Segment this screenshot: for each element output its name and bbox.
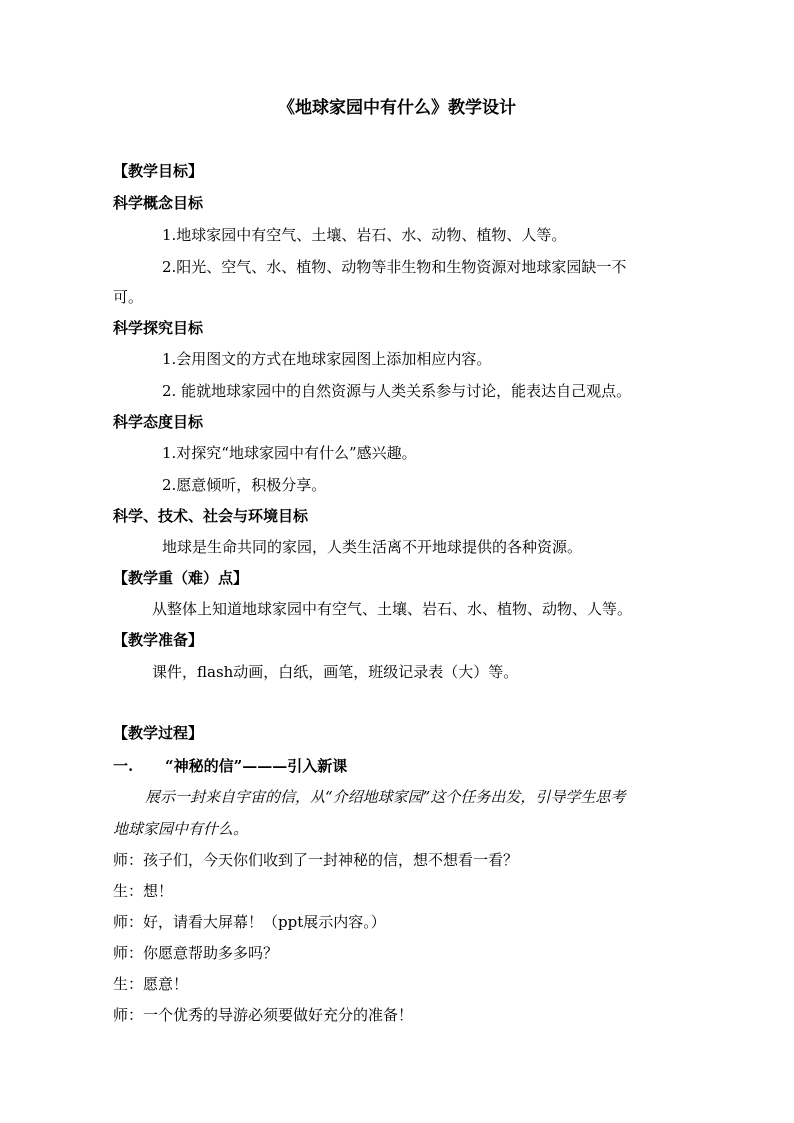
- objectives-header: 【教学目标】: [113, 162, 204, 180]
- dialogue-line: 生：愿意！: [113, 975, 189, 993]
- inquiry-goal-item: 2. 能就地球家园中的自然资源与人类关系参与讨论，能表达自己观点。: [162, 382, 632, 400]
- attitude-goal-title: 科学态度目标: [113, 413, 204, 431]
- key-points-text: 从整体上知道地球家园中有空气、土壤、岩石、水、植物、动物、人等。: [152, 600, 633, 618]
- attitude-goal-item: 1.对探究“地球家园中有什么”感兴趣。: [162, 444, 417, 462]
- inquiry-goal-title: 科学探究目标: [113, 319, 204, 337]
- step-title: “神秘的信”———引入新课: [165, 757, 348, 775]
- preparation-text: 课件，flash动画，白纸，画笔，班级记录表（大）等。: [152, 663, 519, 681]
- concept-goal-title: 科学概念目标: [113, 194, 204, 212]
- concept-goal-item-continued: 可。: [113, 288, 144, 306]
- step-number: 一.: [113, 757, 134, 775]
- attitude-goal-item: 2.愿意倾听，积极分享。: [162, 476, 327, 494]
- concept-goal-item: 2.阳光、空气、水、植物、动物等非生物和生物资源对地球家园缺一不: [162, 258, 627, 276]
- concept-goal-item: 1.地球家园中有空气、土壤、岩石、水、动物、植物、人等。: [162, 226, 567, 244]
- stse-goal-title: 科学、技术、社会与环境目标: [113, 507, 309, 525]
- key-points-header: 【教学重（难）点】: [113, 569, 249, 587]
- process-header: 【教学过程】: [113, 724, 204, 742]
- dialogue-line: 生：想！: [113, 882, 174, 900]
- step-description: 展示一封来自宇宙的信，从“介绍地球家园”这个任务出发，引导学生思考: [145, 788, 626, 806]
- stse-goal-text: 地球是生命共同的家园，人类生活离不开地球提供的各种资源。: [162, 538, 583, 556]
- dialogue-line: 师：好，请看大屏幕！（ppt展示内容。）: [113, 913, 386, 931]
- dialogue-line: 师：你愿意帮助多多吗？: [113, 944, 279, 962]
- step-description-continued: 地球家园中有什么。: [113, 820, 249, 838]
- dialogue-line: 师：一个优秀的导游必须要做好充分的准备！: [113, 1006, 414, 1024]
- dialogue-line: 师：孩子们，今天你们收到了一封神秘的信，想不想看一看？: [113, 851, 519, 869]
- document-title: 《地球家园中有什么》教学设计: [278, 98, 516, 118]
- inquiry-goal-item: 1.会用图文的方式在地球家园图上添加相应内容。: [162, 350, 492, 368]
- preparation-header: 【教学准备】: [113, 631, 204, 649]
